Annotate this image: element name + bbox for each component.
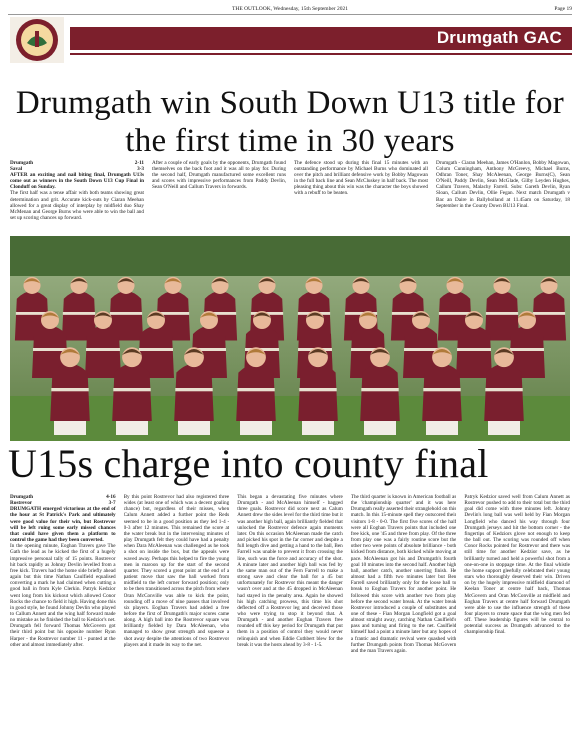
jersey-stripe: [299, 388, 336, 391]
story1-column: [152, 160, 286, 232]
story2-lead: DRUMGATH emerged victorious at the end of the hour at St Patrick's Park and ultimately were good value for their win, but Rostrevor will be left ruing some early missed chances that could have given them a platform to control the game had they been converted.: [10, 506, 116, 544]
player-jersey: [112, 364, 152, 421]
player-shorts: [54, 421, 86, 435]
player-jersey: [422, 364, 462, 421]
jersey-stripe: [485, 388, 522, 391]
team-photo: [10, 236, 570, 441]
player-jersey: [236, 364, 276, 421]
team-score: 3-3: [137, 166, 144, 173]
jersey-stripe: [51, 388, 88, 391]
story1-column: [436, 160, 570, 232]
publication-line: THE OUTLOOK, Wednesday, 15th September 2021: [232, 5, 348, 12]
jersey-stripe: [361, 388, 398, 391]
player-shorts: [178, 421, 210, 435]
team-name: Saval: [10, 166, 23, 173]
jersey-stripe: [533, 312, 565, 315]
player-shorts: [240, 421, 272, 435]
story2-column: [464, 494, 570, 732]
jersey-stripe: [404, 348, 438, 351]
section-label-bar: [70, 27, 572, 50]
story2-headline: U15s charge into county final: [8, 441, 489, 486]
divider: [70, 53, 572, 55]
page-number: Page 19: [554, 5, 572, 12]
story1-paragraph: The defence stood up during this final 15 minutes with an outstanding performance by Michael Burns who dominated all over the pitch and brilliant defensive work by Bobby Magowan in the full back line and Sean McCluskey in half back. The most pleasing thing about this win was the character the boys showed with a rebuff to be beaten.: [294, 160, 428, 197]
section-label: Drumgath GAC: [436, 28, 562, 47]
team-name: Drumgath: [10, 494, 34, 500]
player-shorts: [426, 421, 458, 435]
player-jersey: [50, 364, 90, 421]
jersey-stripe: [486, 312, 518, 315]
story2-column: [124, 494, 230, 732]
player-jersey: [174, 364, 214, 421]
jersey-stripe: [439, 312, 471, 315]
jersey-stripe: [110, 312, 142, 315]
story2-body: [10, 494, 570, 732]
player-jersey: [360, 364, 400, 421]
player-jersey: [456, 326, 492, 378]
jersey-stripe: [237, 388, 274, 391]
story1-paragraph: Drumgath - Ciaran Meehan, James O'Hanlon, Bobby Magowan, Colum Cunningham, Anthony McGreevy, Michael Burns, Odhran Toner, Shay McAleenan, George Burns(C), Sean O'Neill, Paddy Devlin, Sean McGlade, Gilby Leyden Hughes, Callum Travers, Malachy Farrell. Subs: Gareth Devlin, Ryan Sloan, Callum Devlin, Ollie Fegan. Next match Drumgath v Bac an Daire in Ballyholland at 11.45am on Saturday, 18 September in the County Down BU13 Final.: [436, 160, 570, 209]
story2-paragraph: This began a devastating five minutes where Drumgath - and McAleenan himself - bagged three goals. Rostrevor did score next as Calum Annett drew the sides level for the third time but it was another high ball, again brilliantly fielded that unlocked the Rostrevor defence again moments later. On this occasion McAleenan made the catch and picked his spot in the far corner and despite a full length dive and getting a hand to the ball, Ben Farrell was unable to prevent it from crossing the line, such was the force and accuracy of the shot. A minute later and another high ball was fed by the same man out of the Fern Farrell to make a strong save and clear the ball for a 45 but unfortunately for Rostrevor this meant the danger wasn't over and at the 45 dropped in McAleenan had stayed in the penalty area. Again he showed his high catching prowess, this time his shot deflected off a Rostrevor leg and deceived those who were trying to stop it beyond that. A Drumgath - and another Eoghan Travers free rounded off this key period for Drumgath that put them in a position of control they would never relinquish and when Eddie Cuthbert blew for the break it was the hosts ahead by 3-8 - 1-5.: [237, 494, 343, 648]
story1-body: [10, 160, 570, 232]
jersey-stripe: [139, 348, 173, 351]
player-jersey: [298, 364, 338, 421]
story1-column: [294, 160, 428, 232]
team-score: 3-7: [108, 500, 116, 507]
player-jersey: [85, 326, 121, 378]
player-shorts: [364, 421, 396, 435]
story2-paragraph: Patryk Kedzior saved well from Calum Annett as Rostrevor pushed to add to their total but the third goal did come with three minutes left. Johnny Devlin's long ball was well held by Fian Morgan Longfield who danced his way through four Drumgath jerseys and hit the bottom corner - the fingertips of Kedziors glove not enough to keep the ball out. The scoring was rounded off when Conor Rocks pointed for Rostrevor and there was still time for another Kedzior save, as he brilliantly turned and held a powerful shot from a one-on-one in stoppage time. At the final whistle the home support gleefully celebrated their young stars who thoroughly deserved their win. Driven on by the hugely impressive midfield diamond of Keelan Toner at centre half back, Thomas McGovern and Oran McConville at midfield and Eoghan Travers at centre half forward Drumgath were able to use the influence strength of these four players to create space that the wing men fed off. These leadership figures will be central to potential success as Drumgath advanced to the championship final.: [464, 494, 570, 636]
jersey-stripe: [423, 388, 460, 391]
jersey-stripe: [113, 388, 150, 391]
story1-paragraph: After a couple of early goals by the opponents, Drumgath found themselves on the back foot and it was all to play for. During the second half, Drumgath manufactured some excellent runs and scores with impressive performances from Paddy Devlin, Sean O'Neill and Callum Travers in forwards.: [152, 160, 286, 191]
team-score: 4-16: [106, 494, 116, 500]
story1-paragraph: The first half was a tense affair with both teams showing great determination and grit. Accurate kick-outs by Ciaran Meehan allowed for a great display of interplay by midfield duo Shay McMenan and George Burns who were able to win the ball and set up scoring chances up forward.: [10, 190, 144, 221]
section-banner: [8, 17, 572, 87]
story2-paragraph: The third quarter is known in American football as the 'championship quarter' and it was here Drumgath really asserted their stranglehold on this match. In this 15-minute spell they outscored their visitors 1-8 - 0-0. The first five scores of the half were all Eoghan Travers points that included one free kick, one '45 and three from play. Of the three from play one was a fairly routine score but the other two were points of absolute brilliance - both kicked from distance, both kicked while moving at pace. McAleenan got his and Drumgath's fourth goal 10 minutes into the second half. Another high ball, another catch, another unerring finish. He almost had a fifth two minutes later but Ben Farrell saved brilliantly only for the loose ball to break to Eoghan Travers for another point. He followed this score with another two from play before the second water break. At the water break Rostrevor introduced a couple of substitutes and one of these - Fian Morgan Longfield got a goal almost straight away, catching Nathan Caulfield's pass and turning and firing to the net. Caulfield himself had a point a minute later but any hopes of a frantic and dramatic revival were quashed with further Drumgath points from Thomas McGovern and the man Travers again.: [350, 494, 457, 654]
story2-column: [237, 494, 343, 732]
story2-column: [10, 494, 116, 732]
jersey-stripe: [86, 348, 120, 351]
jersey-stripe: [457, 348, 491, 351]
team-name: Rostrevor: [10, 500, 33, 507]
player-shorts: [302, 421, 334, 435]
jersey-stripe: [63, 312, 95, 315]
jersey-stripe: [33, 348, 67, 351]
player-shorts: [488, 421, 520, 435]
club-crest-icon: [10, 17, 64, 63]
team-score: 2-11: [134, 160, 144, 166]
player-shorts: [116, 421, 148, 435]
story2-paragraph: In the opening minute, Eoghan Travers gave The Gath the lead as he kicked the first of a hugely impressive personal tally of 15 points. Rostrevor hit back rapidly as Johnny Devlin levelled from a free kick. Travers had the home side briefly ahead again but this time Nathan Caulfield equalised converting a mark he had claimed when cutting a good ball in from Kyle Clerkin. Patryk Kedzior went long from his kickout which allowed Conor Rocks the chance to field it high. Having done this in good style, he found Johnny Devlin who played to Callum Annett and the wing half forward made no mistake as he finished the ball to Kedzior's net. Drumgath fell forward Thomas McGovern got their third point but his opposite number Ryan Harper - the Rostrevor number 11 - punted at the other and almost immediately after.: [10, 543, 116, 648]
story1-headline: Drumgath win South Down U13 title for the first time in 30 years: [15, 85, 565, 159]
story2-paragraph: By this point Rostrevor had also registered three wides (at least one of which was a decent goaling chance) but, regardless of their misses, when Calum Annett added a further point the Reds seemed to be in a good position as they led 1-4 - 0-3 after 12 minutes. This remained the score at the water break but in the intervening minutes of play Drumgath felt they could have had a penalty when Dara McAleenan was challenged as he took a shot on inside the box, but the appeals were waved away. Perhaps this helped to fire the young men in maroon up for the start of the second quarter. They scored a great point at the end of a patient move that saw the ball worked from midfield to the left corner forward position; only to be then transitioned across the pitch from where Oran McConville was able to kick the point, rounding off a move of nine passes that involved six players. Eoghan Travers had added a free before the first of Drumgath's major scores came along. A high ball into the Rostrevor square was brilliantly fielded by Dara McAleenan, who managed to show great strength and squeeze a shot away despite the attentions of two Rostrevor players and it made its way to the net.: [123, 494, 230, 648]
story1-column: [10, 160, 144, 232]
player-jersey: [484, 364, 524, 421]
team-name: Drumgath: [10, 160, 34, 166]
story1-lead: AFTER an exciting and nail biting final, Drumgath U13s come out as winners in the South Down U13 Cup Final in Clonduff on Sunday.: [10, 172, 144, 191]
page-header: [8, 3, 572, 15]
story2-column: [351, 494, 457, 732]
jersey-stripe: [510, 348, 544, 351]
jersey-stripe: [175, 388, 212, 391]
